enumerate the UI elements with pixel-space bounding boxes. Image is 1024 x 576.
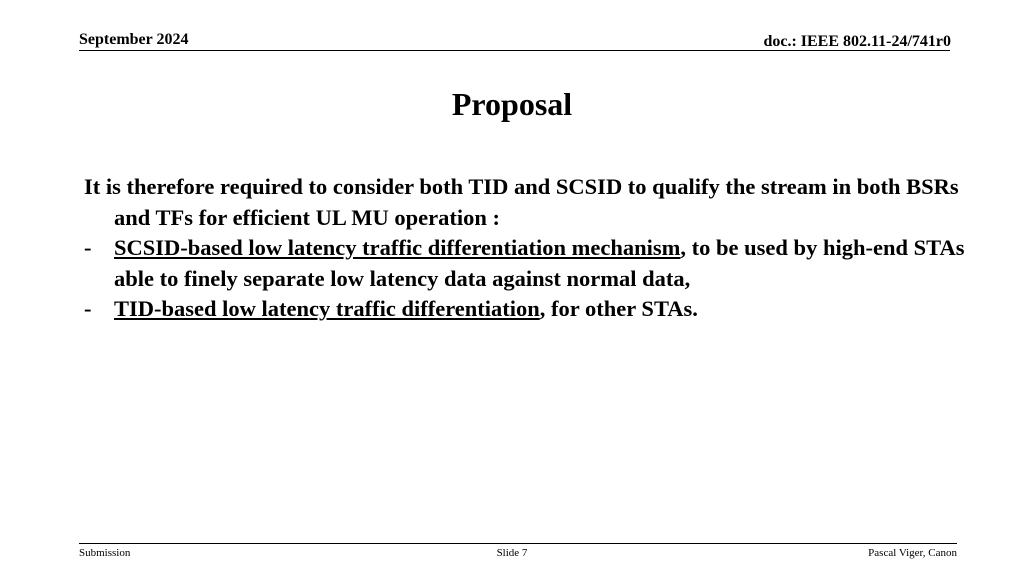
bullet-scsid-underlined: SCSID-based low latency traffic differentiation mechanism <box>114 235 681 260</box>
bullet-tid <box>84 294 984 325</box>
header-doc-id: doc.: IEEE 802.11-24/741r0 <box>763 33 951 50</box>
bullet-tid-underlined: TID-based low latency traffic differentiation <box>114 296 540 321</box>
bullet-scsid <box>84 233 984 294</box>
bullet-tid-text: , for other STAs. <box>539 296 698 321</box>
header-date: September 2024 <box>79 31 189 48</box>
footer-divider <box>79 543 957 544</box>
bullet-scsid-text: , to be used by high-end STAs able to finely separate low latency data against normal data, <box>114 235 965 291</box>
header-divider <box>79 50 950 51</box>
footer-author: Pascal Viger, Canon <box>868 547 957 559</box>
footer-slide-number: Slide 7 <box>496 547 528 559</box>
slide-title: Proposal <box>451 86 573 122</box>
intro-paragraph: It is therefore required to consider both TID and SCSID to qualify the stream in both BSRs and TFs for efficient UL MU operation : <box>84 174 959 230</box>
bullet-marker: - <box>84 235 92 260</box>
slide-body <box>84 172 984 325</box>
footer-submission: Submission <box>79 547 131 559</box>
bullet-marker: - <box>84 296 92 321</box>
